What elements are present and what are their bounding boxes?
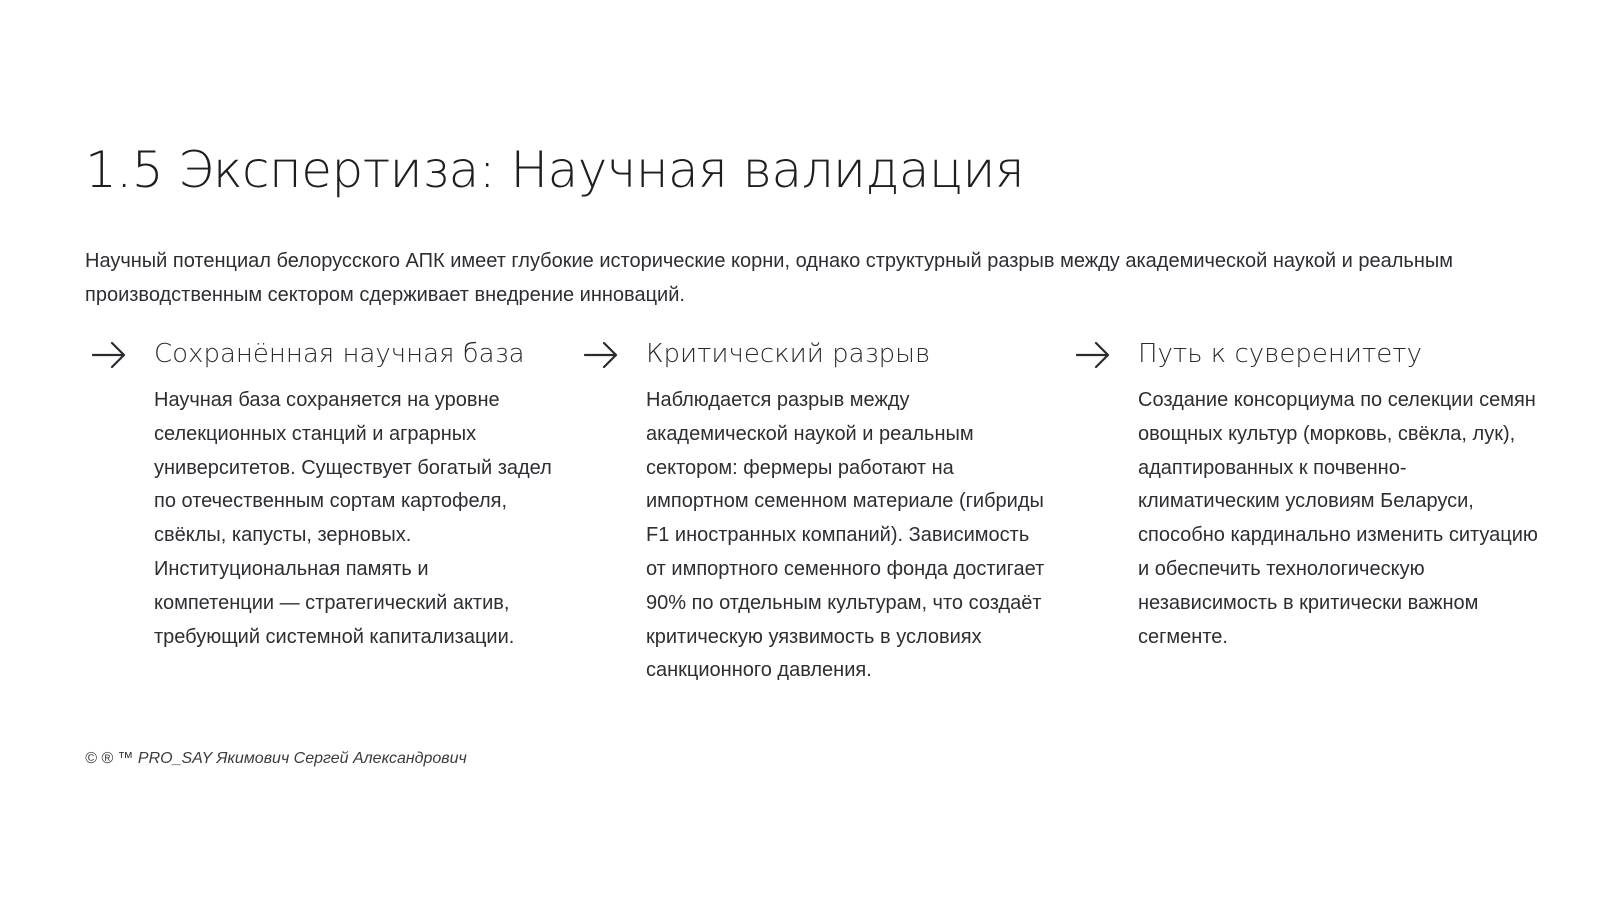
page-title: 1.5 Экспертиза: Научная валидация [85,141,1025,199]
column-text: Создание консорциума по селекции семян овощных культур (морковь, свёкла, лук), адаптированных к почвенно-климатическим условиям Беларуси, способно кардинально изменить ситуацию и обеспечить технологическую независимость в критически важном сегменте. [1138,389,1538,648]
column-text: Научная база сохраняется на уровне селекционных станций и аграрных университетов. Существует богатый задел по отечественным сортам картофеля, свёклы, капусты, зерновых. Институциональная память и компетенции — стратегический актив, требующий системной капитализации. [154,389,552,648]
copyright-footer: © ® ™ PRO_SAY Якимович Сергей Александрович [85,750,467,767]
arrow-right-icon [584,342,618,368]
columns [85,332,1538,712]
arrow-right-icon [1076,342,1110,368]
column-title: Критический разрыв [646,339,931,369]
column-title: Сохранённая научная база [154,339,525,369]
arrow-right-icon [92,342,126,368]
column-text: Наблюдается разрыв между академической наукой и реальным сектором: фермеры работают на импортном семенном материале (гибриды F1 иностранных компаний). Зависимость от импортного семенного фонда достигает 90% по отдельным культурам, что создаёт критическую уязвимость в условиях санкционного давления. [646,389,1045,682]
intro-paragraph: Научный потенциал белорусского АПК имеет глубокие исторические корни, однако структурный разрыв между академической наукой и реальным производственным сектором сдерживает внедрение инноваций. [85,250,1453,306]
slide [85,0,1538,902]
column-title: Путь к суверенитету [1138,339,1422,369]
